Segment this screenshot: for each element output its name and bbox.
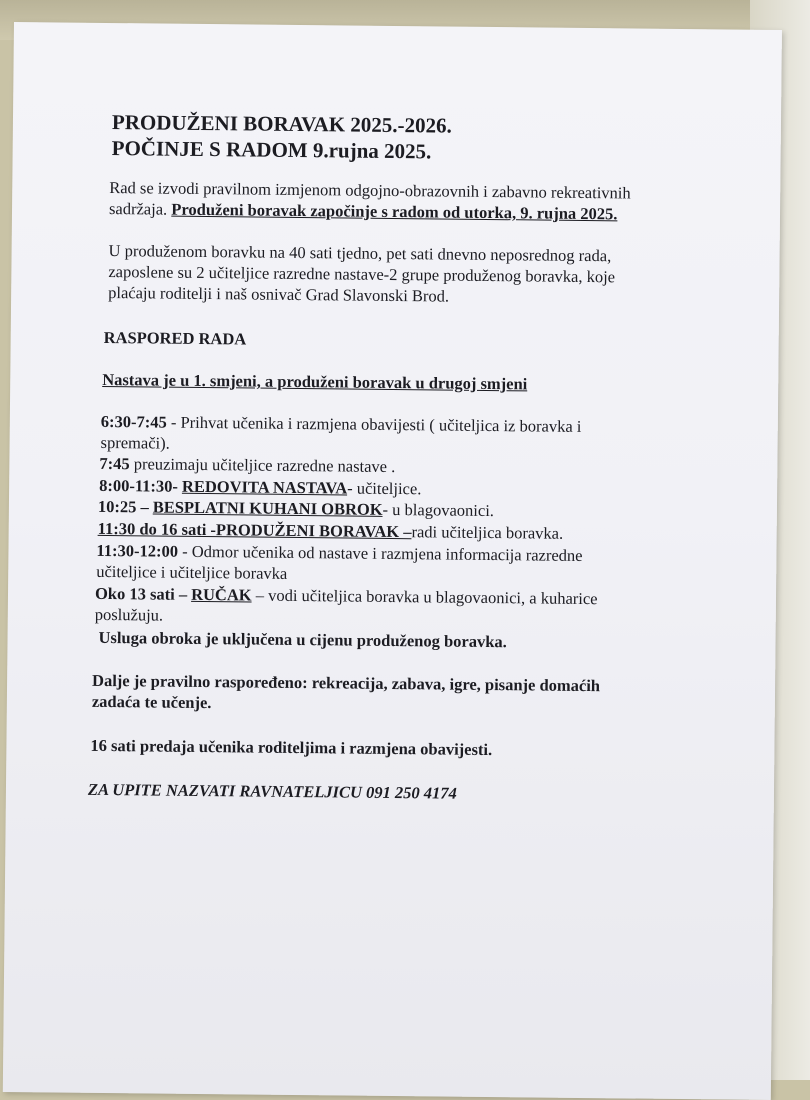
schedule-row-3 <box>99 476 421 499</box>
schedule-row-1 <box>101 412 582 437</box>
row-7-event: RUČAK <box>191 584 252 605</box>
paper-sheet <box>3 22 782 1100</box>
title-line-1: PRODUŽENI BORAVAK 2025.-2026. <box>111 110 453 138</box>
title-line-2: POČINJE S RADOM 9.rujna 2025. <box>111 136 432 164</box>
description-line-1: U produženom boravku na 40 sati tjedno, pet sati dnevno neposrednog rada, <box>108 241 612 266</box>
intro-line-2-start: sadržaja. <box>108 199 168 219</box>
start-date-highlight: Produženi boravak započinje s radom od utorka, 9. rujna 2025. <box>171 199 618 224</box>
description-line-3: plaćaju roditelji i naš osnivač Grad Slavonski Brod. <box>108 283 450 306</box>
description-line-2: zaposlene su 2 učiteljice razredne nastave-2 grupe produženog boravka, koje <box>108 262 616 287</box>
pickup-note: 16 sati predaja učenika roditeljima i razmjena obavijesti. <box>90 735 493 760</box>
row-3-event: REDOVITA NASTAVA <box>181 476 348 498</box>
activities-line-1: Dalje je pravilno raspoređeno: rekreacija, zabava, igre, pisanje domaćih <box>92 670 601 696</box>
row-7-text: – vodi učiteljica boravka u blagovaonici, a kuharice <box>251 585 598 609</box>
schedule-row-7 <box>95 584 598 609</box>
schedule-row-6-cont: učiteljice i učiteljice boravka <box>96 561 288 583</box>
row-1-text: - Prihvat učenika i razmjena obavijesti ( učiteljica iz boravka i <box>166 412 582 436</box>
row-2-time: 7:45 <box>99 453 130 474</box>
intro-line-2 <box>109 199 618 224</box>
row-1-time: 6:30-7:45 <box>100 411 167 432</box>
row-4-event: BESPLATNI KUHANI OBROK <box>152 497 383 519</box>
row-3-text: - učiteljice. <box>347 478 422 499</box>
row-2-text: preuzimaju učiteljice razredne nastave . <box>129 454 396 477</box>
schedule-row-2 <box>99 454 395 477</box>
document-content <box>4 22 782 1030</box>
row-5-text: radi učiteljica boravka. <box>411 522 564 543</box>
row-4-time: 10:25 – <box>97 496 149 517</box>
schedule-row-7-cont: poslužuju. <box>94 604 164 625</box>
contact-note: ZA UPITE NAZVATI RAVNATELJICU 091 250 4174 <box>87 779 457 803</box>
meal-note: Usluga obroka je uključena u cijenu produženog boravka. <box>98 627 507 652</box>
intro-line-1: Rad se izvodi pravilnom izmjenom odgojno-obrazovnih i zabavno rekreativnih <box>109 178 631 203</box>
schedule-row-1-cont: spremači). <box>100 432 170 453</box>
schedule-row-5 <box>98 519 564 544</box>
row-6-time: 11:30-12:00 <box>96 540 179 561</box>
row-4-text: - u blagovaonici. <box>382 499 495 521</box>
row-6-text: - Odmor učenika od nastave i razmjena informacija razredne <box>177 541 583 565</box>
shift-note: Nastava je u 1. smjeni, a produženi boravak u drugoj smjeni <box>102 369 528 394</box>
activities-line-2: zadaća te učenje. <box>91 691 212 713</box>
schedule-row-4 <box>98 497 494 521</box>
row-3-time: 8:00-11:30- <box>99 475 179 496</box>
schedule-heading: RASPORED RADA <box>103 327 247 349</box>
row-7-time: Oko 13 sati – <box>94 583 188 604</box>
row-5-event: 11:30 do 16 sati -PRODUŽENI BORAVAK – <box>97 518 412 542</box>
